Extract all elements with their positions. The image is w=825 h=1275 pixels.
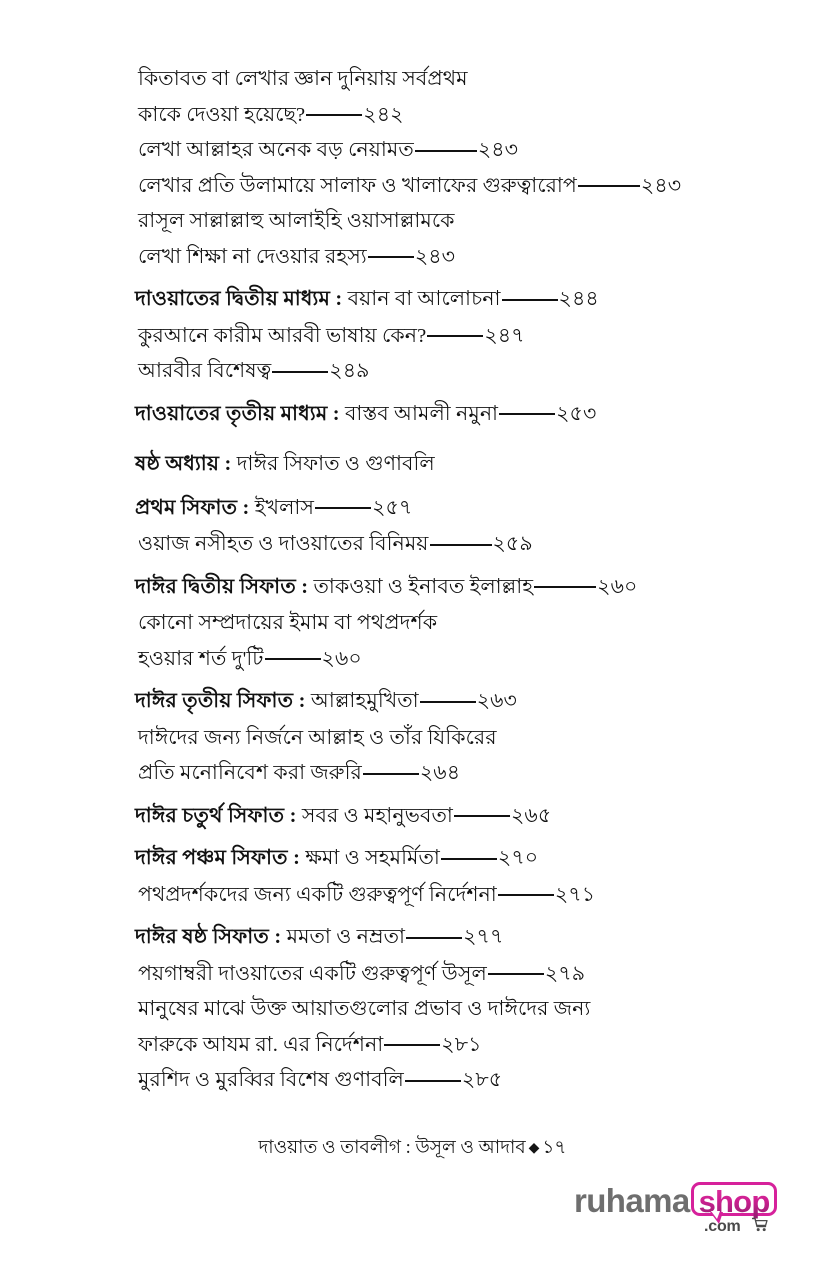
- toc-entry-page-number: ২৪৩: [477, 139, 519, 161]
- toc-entry-page-number: ২৬৪: [419, 762, 461, 784]
- toc-entry-title: ফারুকে আযম রা. এর নির্দেশনা: [138, 1033, 384, 1056]
- toc-entry-title: দাঈদের জন্য নির্জনে আল্লাহ ও তাঁর যিকিরের: [138, 726, 497, 749]
- toc-leader-rule: [488, 973, 544, 975]
- toc-entry[interactable]: [138, 319, 738, 355]
- toc-entry[interactable]: [138, 606, 738, 642]
- toc-entry-page-number: ২৭৭: [463, 926, 504, 948]
- toc-entry-title: হওয়ার শর্ত দু'টি: [138, 647, 264, 670]
- table-of-contents: [135, 62, 738, 1099]
- ruhamashop-watermark-logo: [574, 1182, 794, 1244]
- toc-entry-page-number: ২৮৫: [461, 1069, 503, 1091]
- toc-entry-heading: ষষ্ঠ অধ্যায় :: [135, 453, 232, 475]
- toc-entry-page-number: ২৮১: [441, 1033, 482, 1056]
- toc-leader-rule: [406, 937, 462, 939]
- toc-entry[interactable]: [138, 642, 738, 678]
- toc-entry-title: ওয়াজ নসীহত ও দাওয়াতের বিনিময়: [138, 533, 429, 555]
- toc-entry-page-number: ২৭১: [554, 883, 596, 906]
- toc-leader-rule: [454, 815, 510, 817]
- toc-entry-title: মানুষের মাঝে উক্ত আয়াতগুলোর প্রভাব ও দাঈদের জন্য: [138, 998, 591, 1020]
- toc-entry[interactable]: [138, 527, 738, 563]
- toc-entry-title: লেখা আল্লাহর অনেক বড় নেয়ামত: [138, 139, 414, 161]
- toc-entry-page-number: ২৭৯: [544, 962, 586, 985]
- toc-entry-title: মুরশিদ ও মুরব্বির বিশেষ গুণাবলি: [138, 1069, 404, 1091]
- toc-entry-title: ক্ষমা ও সহমর্মিতা: [300, 847, 440, 869]
- toc-entry[interactable]: [135, 684, 738, 720]
- toc-entry-heading: দাঈর পঞ্চম সিফাত :: [135, 847, 301, 869]
- toc-entry[interactable]: [135, 447, 738, 483]
- toc-entry-heading: দাঈর তৃতীয় সিফাত :: [135, 690, 306, 712]
- watermark-speech-bubble: [691, 1182, 778, 1219]
- toc-entry[interactable]: [135, 282, 738, 318]
- toc-entry-page-number: ২৬৫: [510, 804, 552, 827]
- toc-entry-title: প্রতি মনোনিবেশ করা জরুরি: [138, 762, 362, 784]
- toc-leader-rule: [578, 185, 640, 187]
- toc-entry-page-number: ২৪৩: [640, 174, 682, 197]
- toc-entry-title: আরবীর বিশেষত্ব: [138, 360, 272, 382]
- footer-book-title: দাওয়াত ও তাবলীগ : উসূল ও আদাব: [258, 1138, 526, 1158]
- toc-entry-heading: প্রথম সিফাত :: [135, 496, 250, 519]
- toc-entry[interactable]: [138, 62, 738, 98]
- toc-leader-rule: [499, 413, 555, 415]
- toc-entry[interactable]: [138, 1063, 738, 1099]
- shopping-cart-icon: [752, 1217, 768, 1232]
- toc-entry-page-number: ২৭০: [497, 847, 539, 869]
- toc-entry[interactable]: [138, 957, 738, 993]
- toc-entry-page-number: ২৫৭: [372, 496, 413, 519]
- toc-entry-page-number: ২৬০: [321, 647, 362, 670]
- toc-entry[interactable]: [138, 240, 738, 276]
- toc-leader-rule: [272, 371, 328, 373]
- toc-leader-rule: [441, 858, 497, 860]
- toc-entry-title: পয়গাম্বরী দাওয়াতের একটি গুরুত্বপূর্ণ উসূল: [138, 962, 487, 985]
- toc-entry-title: লেখা শিক্ষা না দেওয়ার রহস্য: [138, 245, 367, 268]
- toc-leader-rule: [405, 1080, 461, 1082]
- watermark-brand-primary: ruhama: [574, 1182, 690, 1219]
- toc-entry-title: আল্লাহমুখিতা: [305, 690, 419, 712]
- toc-entry-page-number: ২৪৭: [484, 324, 525, 347]
- toc-leader-rule: [265, 658, 321, 660]
- toc-entry-heading: দাঈর চতুর্থ সিফাত :: [135, 804, 297, 827]
- toc-entry[interactable]: [135, 397, 738, 433]
- toc-leader-rule: [306, 114, 362, 116]
- toc-entry-page-number: ২৪৯: [329, 360, 370, 382]
- toc-entry-title: কিতাবত বা লেখার জ্ঞান দুনিয়ায় সর্বপ্রথম: [138, 68, 468, 90]
- toc-entry-title: রাসূল সাল্লাল্লাহু আলাইহি ওয়াসাল্লামকে: [138, 210, 455, 232]
- toc-leader-rule: [502, 299, 558, 301]
- toc-entry[interactable]: [138, 756, 738, 792]
- toc-leader-rule: [368, 256, 414, 258]
- toc-entry-title: তাকওয়া ও ইনাবত ইলাল্লাহ: [308, 575, 534, 598]
- toc-entry[interactable]: [135, 799, 738, 835]
- toc-entry-title: সবর ও মহানুভবতা: [296, 804, 453, 827]
- toc-entry[interactable]: [138, 354, 738, 390]
- toc-entry[interactable]: [138, 992, 738, 1028]
- toc-entry-heading: দাওয়াতের তৃতীয় মাধ্যম :: [135, 402, 340, 425]
- toc-entry[interactable]: [138, 169, 738, 205]
- toc-entry-heading: দাঈর ষষ্ঠ সিফাত :: [135, 926, 282, 948]
- toc-entry-heading: দাওয়াতের দ্বিতীয় মাধ্যম :: [135, 288, 343, 310]
- watermark-brand-secondary: shop: [698, 1184, 770, 1219]
- footer-page-number: ১৭: [542, 1138, 567, 1158]
- toc-leader-rule: [420, 701, 476, 703]
- toc-entry[interactable]: [138, 204, 738, 240]
- toc-entry-title: কাকে দেওয়া হয়েছে?: [138, 103, 306, 126]
- toc-entry-page-number: ২৪৪: [558, 288, 599, 310]
- toc-entry-title: কুরআনে কারীম আরবী ভাষায় কেন?: [138, 324, 427, 347]
- toc-leader-rule: [498, 894, 554, 896]
- toc-entry[interactable]: [138, 878, 738, 914]
- toc-entry[interactable]: [135, 841, 738, 877]
- page-footer: [0, 1133, 825, 1164]
- toc-leader-rule: [415, 150, 477, 152]
- toc-entry-page-number: ২৫৯: [492, 533, 533, 555]
- toc-leader-rule: [430, 544, 492, 546]
- toc-entry-page-number: ২৪২: [363, 103, 404, 126]
- toc-leader-rule: [315, 507, 371, 509]
- toc-entry-page-number: ২৬০: [597, 575, 638, 598]
- toc-entry[interactable]: [135, 570, 738, 606]
- toc-entry[interactable]: [135, 920, 738, 956]
- toc-entry-title: বাস্তব আমলী নমুনা: [339, 402, 499, 425]
- toc-entry-title: পথপ্রদর্শকদের জন্য একটি গুরুত্বপূর্ণ নির্দেশনা: [138, 883, 497, 906]
- toc-entry[interactable]: [138, 133, 738, 169]
- toc-entry[interactable]: [138, 98, 738, 134]
- toc-entry-title: মমতা ও নম্রতা: [281, 926, 406, 948]
- toc-entry-title: বয়ান বা আলোচনা: [342, 288, 501, 310]
- toc-entry-page-number: ২৫৩: [556, 402, 597, 425]
- toc-entry-title: লেখার প্রতি উলামায়ে সালাফ ও খালাফের গুরুত্বারোপ: [138, 174, 577, 197]
- diamond-bullet-icon: ◆: [528, 1140, 540, 1156]
- toc-entry-heading: দাঈর দ্বিতীয় সিফাত :: [135, 575, 309, 598]
- toc-leader-rule: [534, 586, 596, 588]
- toc-entry-title: কোনো সম্প্রদায়ের ইমাম বা পথপ্রদর্শক: [138, 612, 438, 634]
- toc-entry[interactable]: [138, 1028, 738, 1064]
- toc-leader-rule: [363, 773, 419, 775]
- toc-entry-page-number: ২৪৩: [414, 245, 456, 268]
- toc-entry-title: ইখলাস: [249, 496, 315, 519]
- toc-entry[interactable]: [138, 721, 738, 757]
- watermark-wordmark: [574, 1182, 794, 1222]
- toc-leader-rule: [384, 1044, 440, 1046]
- toc-entry[interactable]: [135, 491, 738, 527]
- toc-leader-rule: [427, 335, 483, 337]
- toc-entry-title: দাঈর সিফাত ও গুণাবলি: [231, 453, 435, 475]
- watermark-tld: .com: [704, 1218, 741, 1235]
- toc-entry-page-number: ২৬৩: [476, 690, 517, 712]
